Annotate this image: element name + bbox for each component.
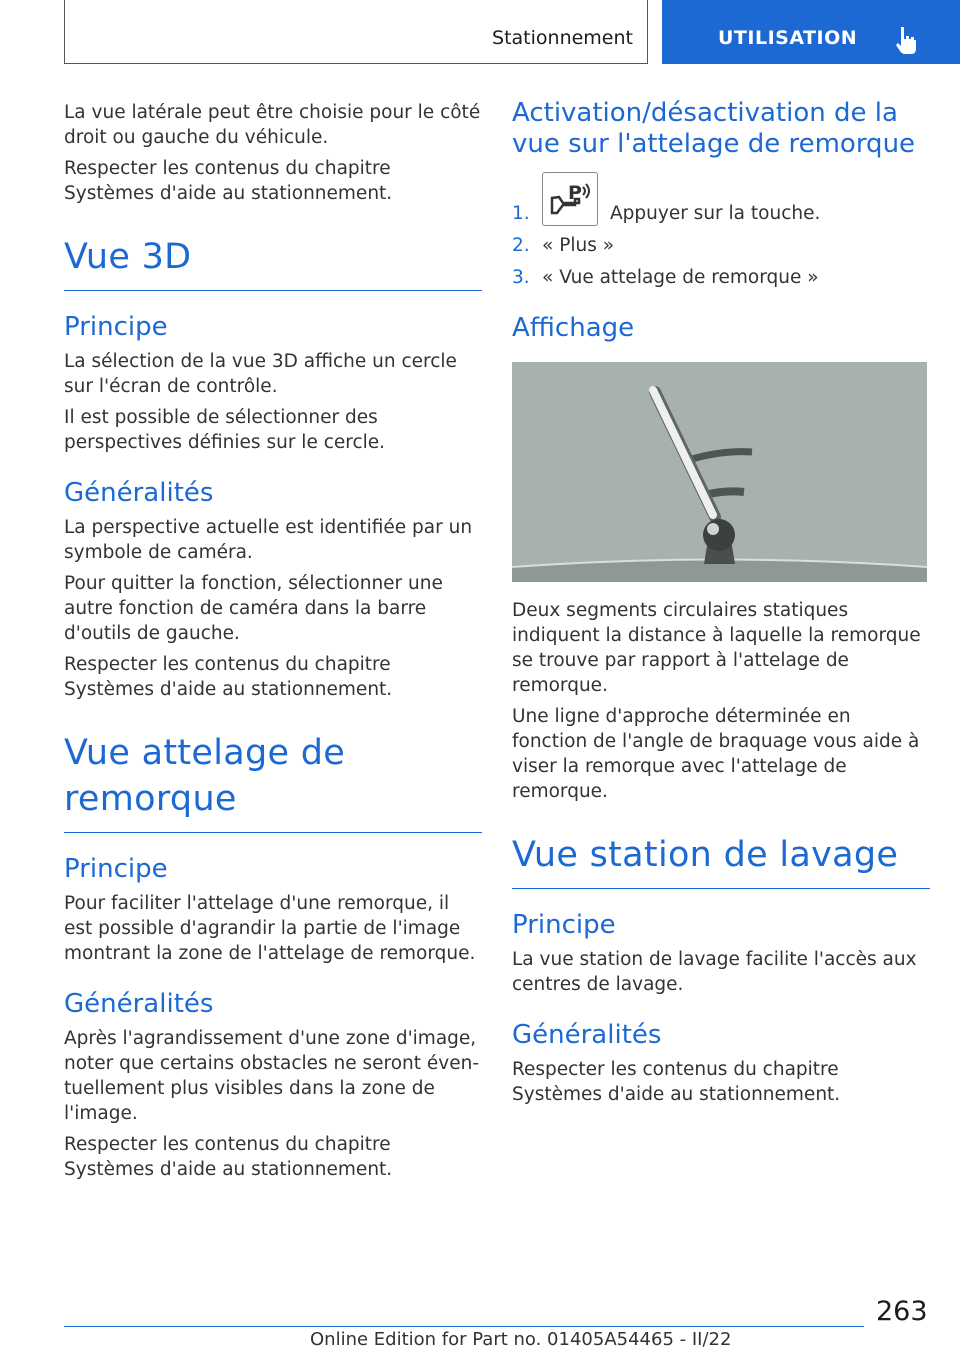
section-title: Stationnement: [492, 27, 633, 49]
step-number: 3.: [512, 267, 530, 288]
paragraph: Respecter les contenus du chapitre Systèmes d'aide au stationnement.: [64, 1134, 393, 1180]
page-number: 263: [876, 1296, 928, 1327]
paragraph: Il est possible de sélectionner des perspectives définies sur le cercle.: [64, 407, 386, 453]
trailer-hitch-camera-image: [512, 362, 927, 582]
header-section-box: [64, 0, 648, 64]
paragraph: Deux segments circulaires statiques indiquent la distance à laquelle la remorque se trouve par rapport à l'attelage de remorque.: [512, 600, 921, 696]
heading-principe: Principe: [64, 312, 168, 342]
edition-note: Online Edition for Part no. 01405A54465 - II/22: [310, 1329, 732, 1350]
intro-paragraph: La vue latérale peut être choisie pour le côté droit ou gauche du véhicule.: [64, 102, 481, 148]
footer-divider: [64, 1326, 864, 1327]
pointing-hand-icon: [894, 25, 920, 55]
paragraph: Respecter les contenus du chapitre Systèmes d'aide au stationnement.: [512, 1059, 841, 1105]
right-column: [512, 98, 930, 1113]
chapter-title: UTILISATION: [718, 27, 858, 49]
heading-vue-3d: Vue 3D: [64, 234, 482, 291]
paragraph: La sélection de la vue 3D affiche un cercle sur l'écran de contrôle.: [64, 351, 457, 397]
step-list: [512, 172, 930, 290]
svg-text:P: P: [568, 182, 582, 204]
paragraph: Pour faciliter l'attelage d'une remorque, il est possible d'agrandir la partie de l'image montrant la zone de l'attelage de remorque.: [64, 893, 476, 964]
step-text: « Plus »: [542, 235, 615, 256]
heading-generalites: Généralités: [512, 1020, 662, 1050]
list-item: [512, 265, 930, 290]
paragraph: Après l'agrandissement d'une zone d'image, noter que certains obstacles ne seront éventuellement plus visibles dans la zone de l'image.: [64, 1028, 480, 1124]
paragraph: La perspective actuelle est identifiée par un symbole de caméra.: [64, 517, 473, 563]
list-item: [512, 233, 930, 258]
left-column: [64, 100, 482, 1188]
paragraph: Pour quitter la fonction, sélectionner une autre fonction de caméra dans la barre d'outils de gauche.: [64, 573, 443, 644]
parking-camera-button-icon: [542, 172, 598, 226]
intro-paragraph: Respecter les contenus du chapitre Systèmes d'aide au stationnement.: [64, 158, 393, 204]
heading-vue-attelage: Vue attelage de remorque: [64, 730, 482, 833]
list-item: [512, 172, 930, 226]
paragraph: Une ligne d'approche déterminée en fonction de l'angle de braquage vous aide à viser la remorque avec l'attelage de remorque.: [512, 706, 920, 802]
step-text: « Vue attelage de remorque »: [542, 267, 819, 288]
paragraph: Respecter les contenus du chapitre Systèmes d'aide au stationnement.: [64, 654, 393, 700]
step-number: 1.: [512, 203, 530, 224]
heading-affichage: Affichage: [512, 313, 635, 343]
heading-generalites: Généralités: [64, 989, 214, 1019]
heading-generalites: Généralités: [64, 478, 214, 508]
heading-principe: Principe: [64, 854, 168, 884]
header-chapter-tab: [662, 0, 960, 64]
paragraph: La vue station de lavage facilite l'accès aux centres de lavage.: [512, 949, 917, 995]
heading-vue-station-lavage: Vue station de lavage: [512, 832, 930, 889]
step-number: 2.: [512, 235, 530, 256]
step-text: Appuyer sur la touche.: [610, 203, 821, 224]
heading-principe: Principe: [512, 910, 616, 940]
heading-activation: Activation/désactivation de la vue sur l'attelage de remorque: [512, 98, 916, 159]
